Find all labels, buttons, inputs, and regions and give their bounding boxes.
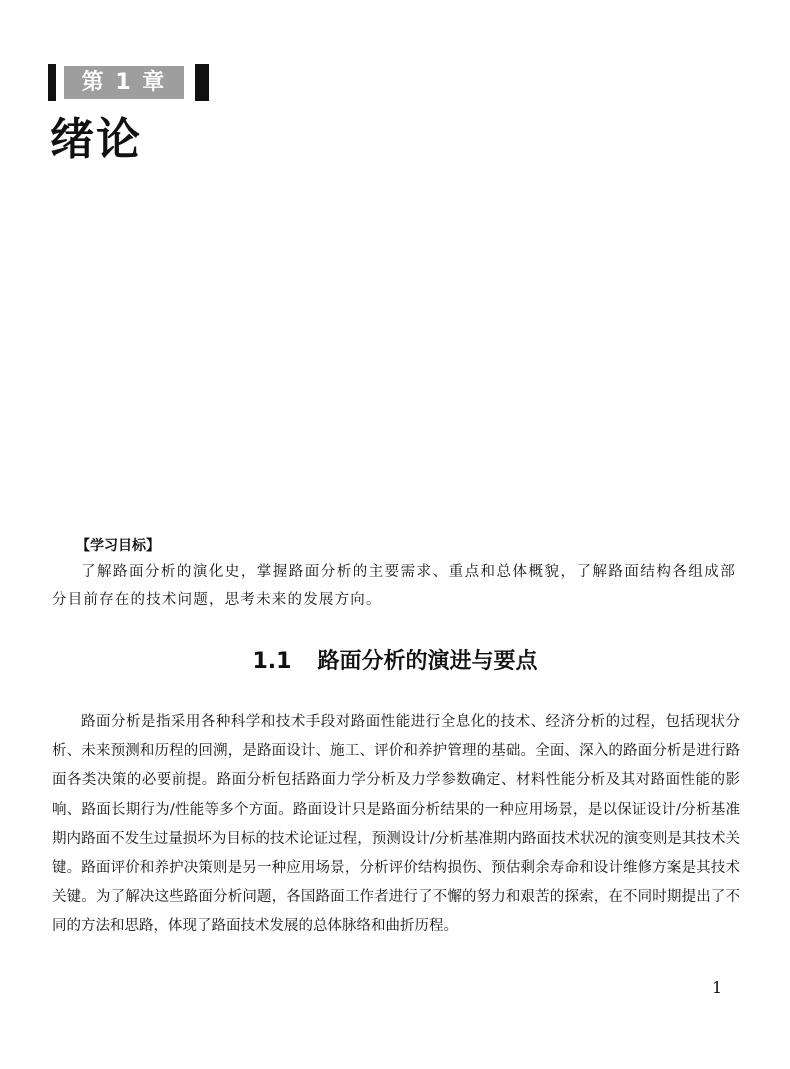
body-paragraph: 路面分析是指采用各种科学和技术手段对路面性能进行全息化的技术、经济分析的过程，包括现状分析、未来预测和历程的回溯，是路面设计、施工、评价和养护管理的基础。全面、深入的路面分析是进行路面各类决策的必要前提。路面分析包括路面力学分析及力学参数确定、材料性能分析及其对路面性能的影响、路面长期行为/性能等多个方面。路面设计只是路面分析结果的一种应用场景，是以保证设计/分析基准期内路面不发生过量损坏为目标的技术论证过程，预测设计/分析基准期内路面技术状况的演变则是其技术关键。路面评价和养护决策则是另一种应用场景，分析评价结构损伤、预估剩余寿命和设计维修方案是其技术关键。为了解决这些路面分析问题，各国路面工作者进行了不懈的努力和艰苦的探索，在不同时期提出了不同的方法和思路，体现了路面技术发展的总体脉络和曲折历程。 [52,714,740,935]
banner-bar-left [48,64,56,101]
section-title: 路面分析的演进与要点 [317,649,538,674]
chapter-banner [48,64,208,101]
page-number: 1 [712,978,723,997]
banner-bar-right [195,64,209,101]
chapter-label: 第 1 章 [64,66,184,99]
section-number: 1.1 [252,649,292,674]
learning-objectives-text: 了解路面分析的演化史，掌握路面分析的主要需求、重点和总体概貌，了解路面结构各组成部分目前存在的技术问题，思考未来的发展方向。 [52,564,736,608]
section-heading [0,646,790,678]
chapter-title: 绪论 [50,114,142,165]
learning-objectives-label: 【学习目标】 [76,538,160,554]
